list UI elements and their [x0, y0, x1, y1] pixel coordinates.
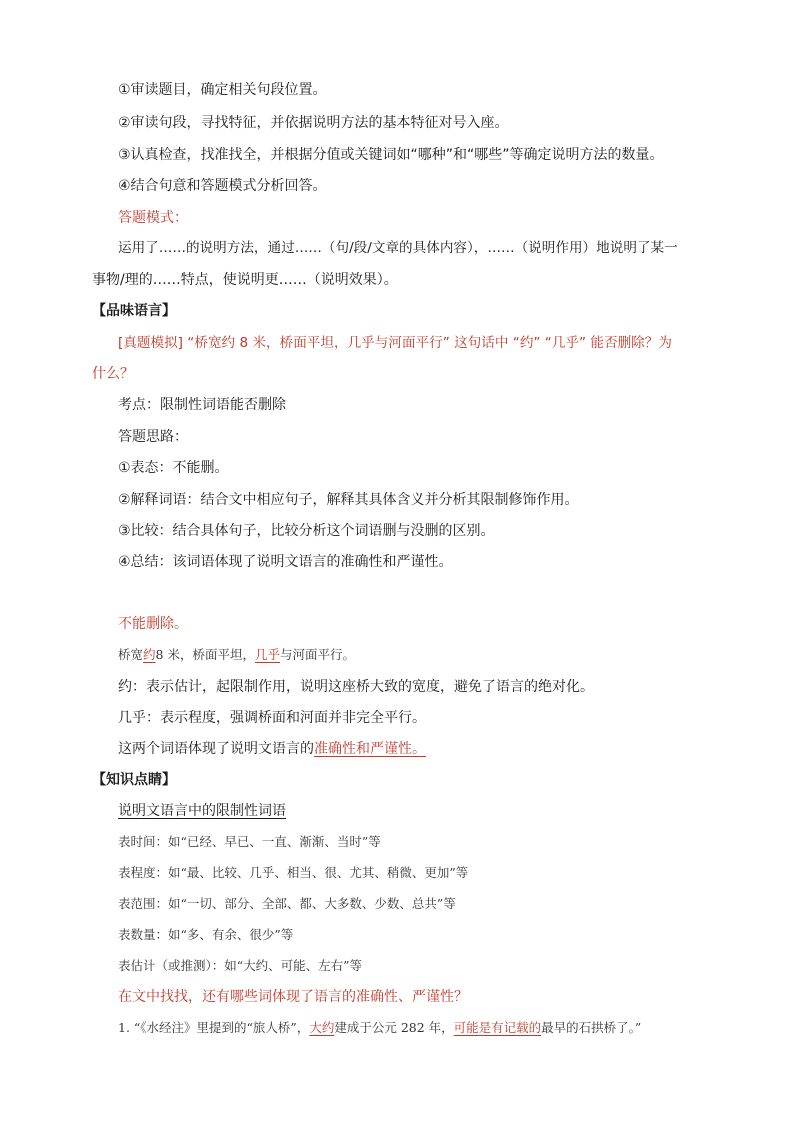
explain-jihu: 几乎：表示程度，强调桥面和河面并非完全平行。 [118, 710, 426, 726]
thinking-label: 答题思路： [118, 429, 188, 445]
exam-point: 考点：限制性词语能否删除 [118, 397, 286, 413]
thinking-step-2: ②解释词语：结合文中相应句子，解释其具体含义并分析其限制修饰作用。 [118, 492, 579, 508]
section-title-taste-language: 【品味语言】 [92, 303, 176, 319]
answer-mode-line-1: 运用了……的说明方法，通过……（句/段/文章的具体内容），……（说明作用）地说明了某一 [118, 240, 678, 256]
example1-part-3: 最早的石拱桥了。” [541, 1020, 642, 1035]
thinking-step-3: ③比较：结合具体句子，比较分析这个词语删与没删的区别。 [118, 523, 495, 539]
step-3: ③认真检查，找准找全，并根据分值或关键词如“哪种”和“哪些”等确定说明方法的数量。 [118, 147, 664, 163]
word-dayue: 大约 [309, 1020, 335, 1035]
example1-part-2: 建成于公元 282 年， [334, 1020, 454, 1035]
explain-yue: 约：表示估计，起限制作用，说明这座桥大致的宽度，避免了语言的绝对化。 [118, 679, 594, 695]
word-yue: 约 [143, 647, 156, 662]
example-part-3: 与河面平行。 [279, 647, 355, 662]
knowledge-item-quantity: 表数量：如“多、有余、很少”等 [118, 927, 294, 942]
example1-part-1: 1. “《水经注》里提到的“旅人桥”， [118, 1020, 310, 1035]
word-jihu: 几乎 [254, 647, 280, 662]
summary-part: 这两个词语体现了说明文语言的 [118, 741, 314, 757]
answer-mode-label: 答题模式： [118, 210, 188, 226]
word-kenengshi: 可能是有记载的 [453, 1020, 542, 1035]
knowledge-item-degree: 表程度：如“最、比较、几乎、相当、很、尤其、稍微、更加”等 [118, 865, 469, 880]
knowledge-heading: 说明文语言中的限制性词语 [118, 803, 286, 819]
example-part-1: 桥宽 [118, 647, 144, 662]
find-question: 在文中找找，还有哪些词体现了语言的准确性、严谨性？ [118, 989, 468, 1005]
answer-head: 不能删除。 [118, 616, 188, 632]
question-line-1: [真题模拟] “桥宽约 8 米，桥面平坦，几乎与河面平行” 这句话中 “约” “几乎” 能否删除？为 [118, 335, 672, 351]
knowledge-item-time: 表时间：如“已经、早已、一直、渐渐、当时”等 [118, 834, 381, 849]
step-1: ①审读题目，确定相关句段位置。 [118, 82, 327, 98]
answer-mode-line-2: 事物/理的……特点，使说明更……（说明效果）。 [92, 272, 398, 288]
section-title-knowledge: 【知识点睛】 [92, 772, 176, 788]
example-1 [118, 1018, 641, 1038]
question-line-2: 什么？ [92, 366, 134, 382]
summary-line [118, 739, 426, 759]
step-4: ④结合句意和答题模式分析回答。 [118, 178, 327, 194]
thinking-step-4: ④总结：该词语体现了说明文语言的准确性和严谨性。 [118, 554, 453, 570]
step-2: ②审读句段，寻找特征，并依据说明方法的基本特征对号入座。 [118, 115, 509, 131]
example-sentence [118, 645, 355, 665]
knowledge-item-estimate: 表估计（或推测）：如“大约、可能、左右”等 [118, 958, 363, 973]
thinking-step-1: ①表态：不能删。 [118, 460, 229, 476]
summary-highlight: 准确性和严谨性。 [314, 741, 426, 757]
example-part-2: 8 米，桥面平坦， [155, 647, 255, 662]
knowledge-item-scope: 表范围：如“一切、部分、全部、都、大多数、少数、总共”等 [118, 896, 456, 911]
